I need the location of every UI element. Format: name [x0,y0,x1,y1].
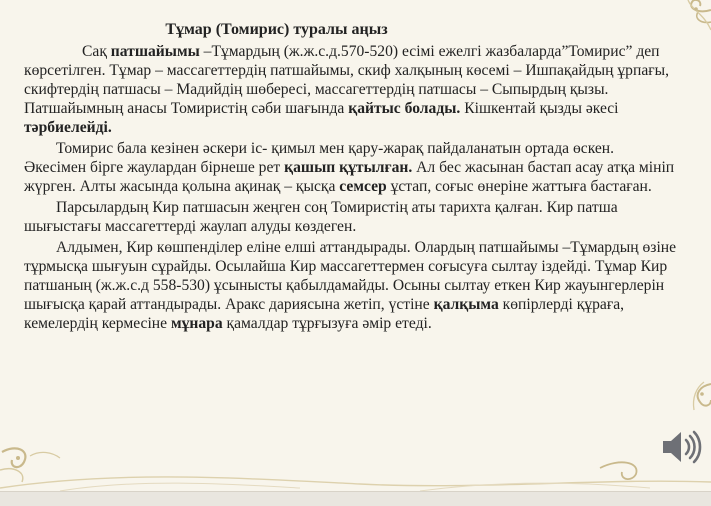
text-run: көпірлерді құрағa, кемелердің кермесіне [24,296,625,332]
text-run: Сақ [82,43,111,60]
paragraph-1 [24,42,679,137]
text-run: Алдымен, Кир көшпенділер еліне елші аттандырады. Олардың патшайымы –Тұмардың өзіне тұрмысқа шығуын сұрайды. Осылайша Кир массагеттермен соғысуға сылтау іздейді. Тұмар Кир патшаның (ж.ж.с.д 558-530) ұсынысты қабылдамайды. Осыны сылтау еткен Кир жауынгерлерін шығысқа қарай аттандырады. Аракс дариясына жетіп, үстіне [24,239,677,313]
bold-term: қалқыма [433,296,499,313]
text-run: Томирис бала кезінен әскери іс- қимыл мен қару-жарақ пайдаланатын ортада өскен. Әкесімен бірге жаулардан бірнеше рет [24,140,615,176]
paragraph-3 [24,198,679,236]
bold-term: семсер [339,178,387,195]
text-run: Парсылардың Кир патшасын жеңген соң Томиристің аты тарихта қалған. Кир патша шығыстағы массагеттерді жаулап алуды көздеген. [24,199,618,235]
bold-term: тәрбиелейді. [24,119,112,136]
bold-term: қайтыс болады. [348,100,461,117]
text-run: –Тұмардың (ж.ж.с.д.570-520) есімі ежелгі жазбаларда”Томирис” деп көрсетілген. Тұмар – массагеттердің патшайымы, скиф халқының көсемі – Ишпақайдың ұрпағы, скифтердің патшасы – Мадийдің шөбересі, массагеттердің патшасы – Сыпырдың қызы. Патшайымның анасы Томиристің сәби шағында [24,43,670,117]
paragraph-4 [24,238,679,333]
bottom-strip [0,491,711,506]
bold-term: мұнара [170,315,223,332]
paragraph-2 [24,139,679,196]
text-body [24,20,679,335]
page-title: Тұмар (Томирис) туралы аңыз [165,21,388,38]
text-run: қамалдар тұрғызуға әмір етеді. [222,315,432,332]
text-run: Кішкентай қызды әкесі [460,100,619,117]
side-ornament-right-icon [678,380,711,420]
speaker-icon[interactable] [659,427,703,467]
text-run: Ал бес жасынан бастап асау атқа мініп жүрген. Алты жасында қолына ақинақ – қысқа [24,159,675,195]
bottom-border-ornament-icon [0,448,711,491]
bold-term: патшайымы [110,43,200,60]
bold-term: қашып құтылған. [284,159,413,176]
text-run: ұстап, соғыс өнеріне жаттыға бастаған. [386,178,652,195]
